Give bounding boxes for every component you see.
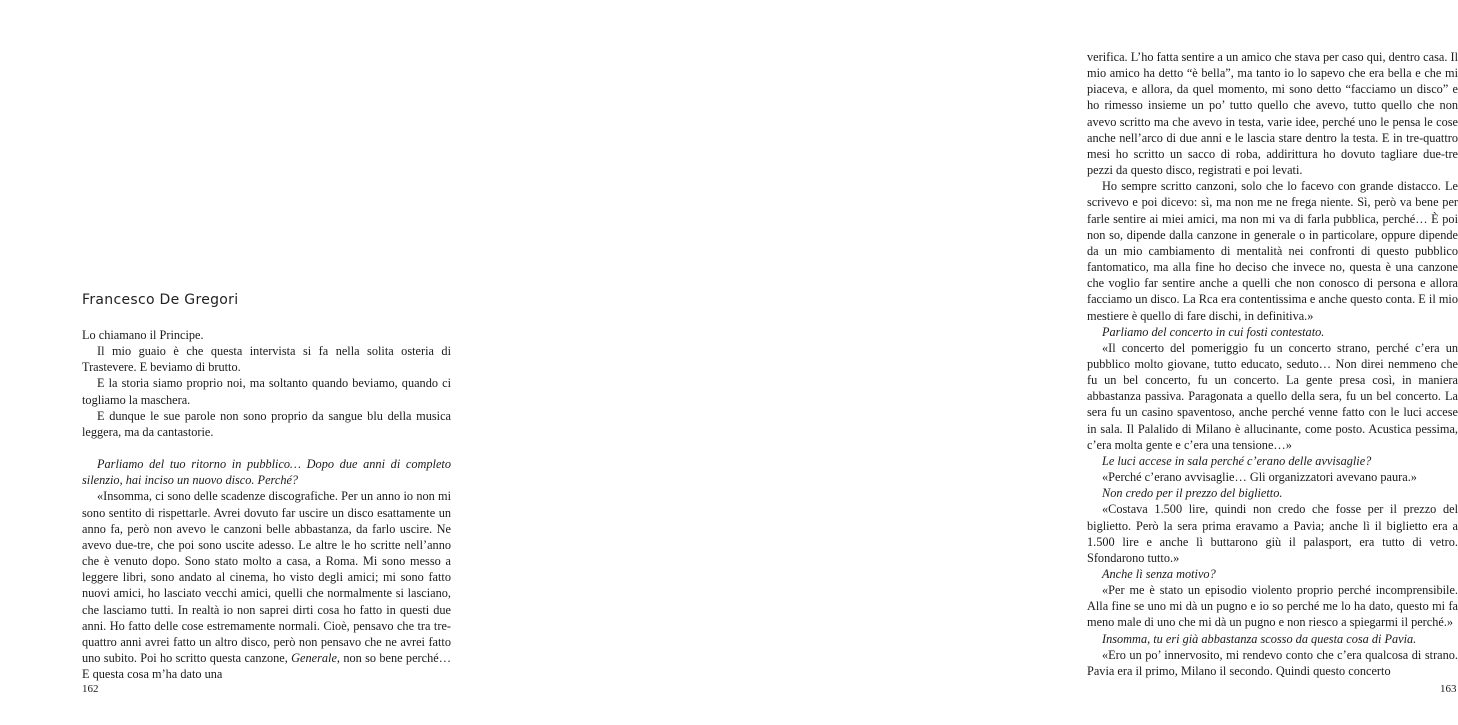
interview-question: Non credo per il prezzo del biglietto. [1102, 486, 1283, 501]
paragraph: verifica. L’ho fatta sentire a un amico che stava per caso qui, dentro casa. Il mio amico ha detto “è bella”, ma tanto io lo sapevo che era bella e che mi piaceva, e allora, da quel momento, mi sono detto “facciamo un disco” e ho rimesso insieme un po’ tutto quello che avevo, tutto quello che non avevo scritto ma che avevo in testa, varie idee, perché uno le pensa le cose anche nell’arco di due anni e le lascia stare dentro la testa. E in tre-quattro mesi ho scritto un sacco di roba, addirittura ho dovuto tagliare due-tre pezzi da questo disco, registrati e poi levati. [1087, 50, 1458, 178]
interview-question: Parliamo del tuo ritorno in pubblico… Dopo due anni di completo silenzio, hai inciso un nuovo disco. Perché? [82, 457, 451, 488]
paragraph: «Il concerto del pomeriggio fu un concerto strano, perché c’era un pubblico molto giovane, tutto educato, seduto… Non direi nemmeno che fu un bel concerto, fu un concerto. La gente presa così, in maniera abbastanza passiva. Paragonata a quello della sera, fu un bel concerto. La sera fu un casino spaventoso, anche perché venne fatto con le luci accese in sala. Il Palalido di Milano è allucinante, come posto. Acustica pessima, c’era molta gente e c’era una tensione…» [1087, 340, 1458, 452]
interview-question: Anche lì senza motivo? [1102, 567, 1216, 581]
paragraph: Ho sempre scritto canzoni, solo che lo facevo con grande distacco. Le scrivevo e poi dicevo: sì, ma non me ne frega niente. Sì, però va bene per farle sentire ai miei amici, ma non mi va di farla pubblica, perché… È poi non so, dipende dalla canzone in generale o in particolare, oppure dipende da un mio cambiamento di mentalità nei confronti di questo pubblico fantomatico, ma alla fine ho deciso che invece no, questa è una canzone che voglio far sentire anche a quelli che non conosco di persona e allora facciamo un disco. La Rca era contentissima e anche questo conta. E il mio mestiere è quello di fare dischi, in definitiva.» [1087, 179, 1458, 323]
chapter-title: Francesco De Gregori [82, 292, 239, 308]
answer-text: «Insomma, ci sono delle scadenze discografiche. Per un anno io non mi sono sentito di rispettarle. Avrei dovuto far uscire un disco esattamente un anno fa, però non avevo le canzoni belle abbastanza, da farlo uscire. Ne avevo due-tre, che poi sono uscite adesso. Le altre le ho scritte nell’anno che è venuto dopo. Sono stato molto a casa, a Roma. Mi sono messo a leggere libri, sono andato al cinema, ho visto degli amici; mi sono fatto nuovi amici, ho lasciato vecchi amici, quelli che normalmente si lasciano, che lasciamo tutti. In realtà io non saprei dirti cosa ho fatto in questi due anni. Ho fatto delle cose estremamente normali. Cioè, pensavo che tra tre-quattro anni avrei fatto un altro disco, però non pensavo che ne avrei fatto uno subito. Poi ho scritto questa canzone, [82, 489, 451, 665]
page-number: 163 [1440, 683, 1457, 695]
interview-question: Insomma, tu eri già abbastanza scosso da questa cosa di Pavia. [1102, 631, 1417, 646]
interview-question: Le luci accese in sala perché c’erano delle avvisaglie? [1102, 453, 1372, 468]
paragraph: «Ero un po’ innervosito, mi rendevo conto che c’era qualcosa di strano. Pavia era il primo, Milano il secondo. Quindi questo concerto [1087, 647, 1458, 678]
paragraph: «Per me è stato un episodio violento proprio perché incomprensibile. Alla fine se uno mi dà un pugno e io so perché me lo ha dato, questo mi fa meno male di uno che mi dà un pugno e non riesco a spiegarmi il perché.» [1087, 583, 1458, 630]
song-title: Generale [291, 650, 337, 665]
section-gap [82, 440, 451, 456]
left-text-column [82, 327, 451, 682]
page-number: 162 [82, 683, 99, 695]
paragraph: E dunque le sue parole non sono proprio da sangue blu della musica leggera, ma da cantastorie. [82, 408, 451, 439]
answer-text-tail: , non so bene perché… E questa cosa m’ha dato una [82, 650, 451, 682]
paragraph: E la storia siamo proprio noi, ma soltanto quando beviamo, quando ci togliamo la maschera. [82, 376, 451, 407]
right-page [512, 0, 1458, 725]
paragraph: «Perché c’erano avvisaglie… Gli organizzatori avevano paura.» [1102, 470, 1417, 485]
right-text-column [1087, 49, 1458, 679]
interview-answer [82, 488, 451, 682]
interview-question: Parliamo del concerto in cui fosti contestato. [1102, 324, 1325, 339]
paragraph: «Costava 1.500 lire, quindi non credo che fosse per il prezzo del biglietto. Però la sera prima eravamo a Pavia; anche lì il biglietto era a 1.500 lire e anche lì buttarono giù il palasport, era tutto di vetro. Sfondarono tutto.» [1087, 502, 1458, 565]
paragraph: Lo chiamano il Principe. [82, 328, 204, 342]
left-page [0, 0, 512, 725]
paragraph: Il mio guaio è che questa intervista si fa nella solita osteria di Trastevere. E beviamo di brutto. [82, 344, 451, 375]
